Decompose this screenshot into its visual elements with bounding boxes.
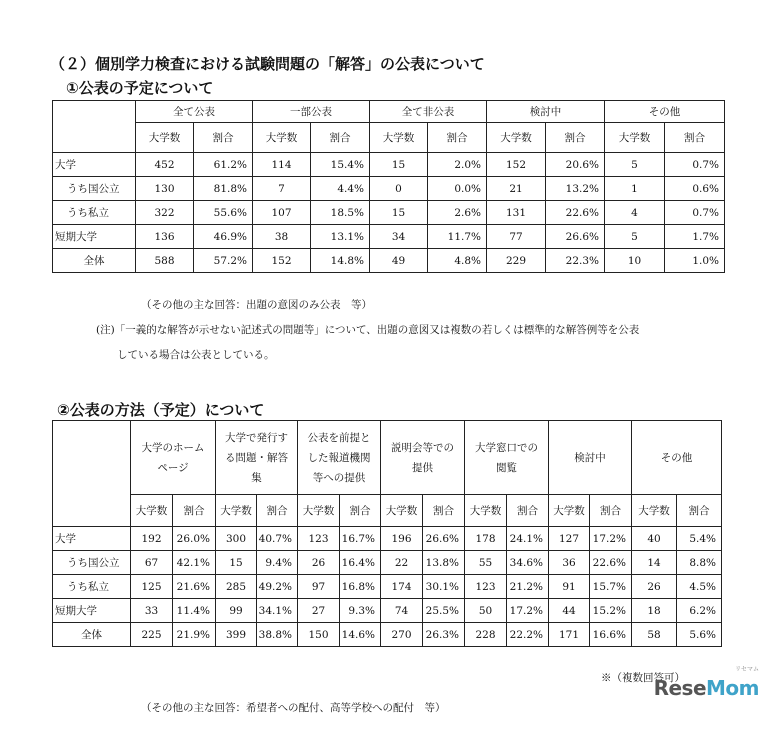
cell-count: 15 xyxy=(370,201,428,225)
cell-count: 14 xyxy=(632,551,677,575)
cell-pct: 21.9% xyxy=(173,623,216,647)
cell-count: 171 xyxy=(549,623,590,647)
cell-count: 228 xyxy=(465,623,507,647)
group-header xyxy=(298,421,381,495)
section2-multi-note: ※（複数回答可） xyxy=(601,672,685,684)
table-row xyxy=(53,225,725,249)
cell-count: 44 xyxy=(549,599,590,623)
cell-count: 10 xyxy=(605,249,665,273)
group-header-line: 説明会等での xyxy=(391,441,454,454)
cell-count: 91 xyxy=(549,575,590,599)
cell-pct: 26.0% xyxy=(173,527,216,551)
cell-pct: 0.7% xyxy=(665,153,725,177)
cell-count: 4 xyxy=(605,201,665,225)
group-header: 一部公表 xyxy=(253,101,370,123)
subheader-pct: 割合 xyxy=(194,123,253,153)
group-header-line: 提供 xyxy=(412,461,433,474)
table-publication-plan xyxy=(52,100,725,273)
section2-other-note: （その他の主な回答：希望者への配付、高等学校への配付 等） xyxy=(141,702,446,714)
cell-pct: 9.4% xyxy=(257,551,298,575)
cell-pct: 81.8% xyxy=(194,177,253,201)
cell-pct: 22.6% xyxy=(546,201,605,225)
logo-subtext: リセマム xyxy=(735,666,759,673)
cell-pct: 38.8% xyxy=(257,623,298,647)
group-header: 全て非公表 xyxy=(370,101,487,123)
cell-pct: 15.7% xyxy=(590,575,632,599)
cell-count: 123 xyxy=(465,575,507,599)
group-header xyxy=(632,421,722,495)
cell-count: 15 xyxy=(370,153,428,177)
subheader-pct: 割合 xyxy=(257,495,298,527)
cell-count: 22 xyxy=(381,551,423,575)
section1-footnote-line1: (注)「一義的な解答が示せない記述式の問題等」について、出題の意図又は複数の若しくは標準的な解答例等を公表 xyxy=(96,324,640,336)
table-row xyxy=(53,527,722,551)
subheader-count: 大学数 xyxy=(465,495,507,527)
cell-count: 174 xyxy=(381,575,423,599)
table-row xyxy=(53,153,725,177)
header-row xyxy=(53,101,725,123)
subheader-count: 大学数 xyxy=(381,495,423,527)
group-header-line: 検討中 xyxy=(574,451,606,464)
cell-count: 399 xyxy=(216,623,257,647)
group-header-line: 大学で発行す xyxy=(225,431,288,444)
cell-pct: 55.6% xyxy=(194,201,253,225)
cell-pct: 49.2% xyxy=(257,575,298,599)
cell-pct: 21.6% xyxy=(173,575,216,599)
cell-pct: 34.6% xyxy=(507,551,549,575)
group-header: その他 xyxy=(605,101,725,123)
cell-pct: 0.7% xyxy=(665,201,725,225)
group-header: 検討中 xyxy=(487,101,605,123)
table-publication-method xyxy=(52,420,722,647)
row-label: 短期大学 xyxy=(53,225,136,249)
group-header-line: その他 xyxy=(660,451,693,464)
subheader-pct: 割合 xyxy=(340,495,381,527)
cell-count: 34 xyxy=(370,225,428,249)
cell-pct: 11.4% xyxy=(173,599,216,623)
cell-count: 33 xyxy=(131,599,173,623)
cell-count: 125 xyxy=(131,575,173,599)
row-label: 大学 xyxy=(53,527,131,551)
cell-count: 26 xyxy=(632,575,677,599)
cell-count: 49 xyxy=(370,249,428,273)
cell-count: 97 xyxy=(298,575,340,599)
subheader-count: 大学数 xyxy=(298,495,340,527)
subheader-pct: 割合 xyxy=(665,123,725,153)
row-label: うち私立 xyxy=(53,575,131,599)
row-label: 短期大学 xyxy=(53,599,131,623)
cell-pct: 26.6% xyxy=(546,225,605,249)
section1-footnote-line2: している場合は公表としている。 xyxy=(117,349,275,361)
cell-count: 67 xyxy=(131,551,173,575)
cell-pct: 17.2% xyxy=(507,599,549,623)
group-header-line: 閲覧 xyxy=(496,461,517,474)
cell-count: 588 xyxy=(136,249,194,273)
cell-pct: 1.0% xyxy=(665,249,725,273)
subheader-count: 大学数 xyxy=(253,123,311,153)
cell-pct: 6.2% xyxy=(677,599,722,623)
cell-pct: 18.5% xyxy=(311,201,370,225)
table-row xyxy=(53,201,725,225)
cell-count: 55 xyxy=(465,551,507,575)
cell-count: 27 xyxy=(298,599,340,623)
subheader-pct: 割合 xyxy=(590,495,632,527)
document-title: （２）個別学力検査における試験問題の「解答」の公表について xyxy=(50,55,485,73)
row-label: うち私立 xyxy=(53,201,136,225)
cell-pct: 5.6% xyxy=(677,623,722,647)
cell-count: 152 xyxy=(253,249,311,273)
cell-pct: 4.5% xyxy=(677,575,722,599)
table-row xyxy=(53,551,722,575)
subheader-count: 大学数 xyxy=(370,123,428,153)
subheader-pct: 割合 xyxy=(173,495,216,527)
cell-count: 7 xyxy=(253,177,311,201)
cell-pct: 61.2% xyxy=(194,153,253,177)
group-header xyxy=(131,421,216,495)
cell-count: 36 xyxy=(549,551,590,575)
cell-pct: 2.6% xyxy=(428,201,487,225)
cell-pct: 0.6% xyxy=(665,177,725,201)
group-header xyxy=(216,421,298,495)
cell-pct: 14.8% xyxy=(311,249,370,273)
group-header-line: る問題・解答 xyxy=(225,451,288,464)
cell-pct: 4.4% xyxy=(311,177,370,201)
table-row xyxy=(53,177,725,201)
group-header-line: ページ xyxy=(157,461,189,474)
row-label: うち国公立 xyxy=(53,551,131,575)
cell-pct: 13.1% xyxy=(311,225,370,249)
group-header: 全て公表 xyxy=(136,101,253,123)
section1-other-note: （その他の主な回答：出題の意図のみ公表 等） xyxy=(141,299,372,311)
cell-count: 127 xyxy=(549,527,590,551)
table-row xyxy=(53,623,722,647)
subheader-count: 大学数 xyxy=(131,495,173,527)
cell-pct: 8.8% xyxy=(677,551,722,575)
cell-count: 58 xyxy=(632,623,677,647)
cell-count: 130 xyxy=(136,177,194,201)
cell-pct: 42.1% xyxy=(173,551,216,575)
resemom-logo xyxy=(654,676,759,700)
row-label: 全体 xyxy=(53,623,131,647)
group-header-line: 集 xyxy=(251,471,262,484)
cell-count: 0 xyxy=(370,177,428,201)
cell-pct: 4.8% xyxy=(428,249,487,273)
cell-count: 285 xyxy=(216,575,257,599)
cell-count: 452 xyxy=(136,153,194,177)
cell-count: 40 xyxy=(632,527,677,551)
cell-count: 270 xyxy=(381,623,423,647)
cell-count: 114 xyxy=(253,153,311,177)
table-row xyxy=(53,249,725,273)
cell-count: 77 xyxy=(487,225,546,249)
cell-count: 123 xyxy=(298,527,340,551)
group-header xyxy=(549,421,632,495)
subheader-pct: 割合 xyxy=(428,123,487,153)
cell-count: 178 xyxy=(465,527,507,551)
cell-count: 18 xyxy=(632,599,677,623)
cell-pct: 16.8% xyxy=(340,575,381,599)
cell-count: 322 xyxy=(136,201,194,225)
group-header-line: 大学窓口での xyxy=(475,441,538,454)
row-label: 全体 xyxy=(53,249,136,273)
row-label: 大学 xyxy=(53,153,136,177)
logo-text-b: Mom xyxy=(706,676,759,700)
cell-count: 38 xyxy=(253,225,311,249)
cell-pct: 16.6% xyxy=(590,623,632,647)
subheader-row xyxy=(53,495,722,527)
cell-count: 152 xyxy=(487,153,546,177)
cell-pct: 25.5% xyxy=(423,599,465,623)
cell-pct: 15.4% xyxy=(311,153,370,177)
cell-count: 74 xyxy=(381,599,423,623)
cell-pct: 9.3% xyxy=(340,599,381,623)
cell-count: 225 xyxy=(131,623,173,647)
cell-pct: 14.6% xyxy=(340,623,381,647)
cell-pct: 22.6% xyxy=(590,551,632,575)
subheader-pct: 割合 xyxy=(677,495,722,527)
cell-count: 26 xyxy=(298,551,340,575)
cell-pct: 13.2% xyxy=(546,177,605,201)
subheader-pct: 割合 xyxy=(546,123,605,153)
cell-count: 300 xyxy=(216,527,257,551)
subheader-pct: 割合 xyxy=(311,123,370,153)
cell-pct: 34.1% xyxy=(257,599,298,623)
group-header xyxy=(465,421,549,495)
group-header-line: 大学のホーム xyxy=(141,441,205,454)
cell-pct: 21.2% xyxy=(507,575,549,599)
cell-pct: 20.6% xyxy=(546,153,605,177)
cell-pct: 1.7% xyxy=(665,225,725,249)
subheader-count: 大学数 xyxy=(632,495,677,527)
corner-cell xyxy=(53,421,131,527)
cell-pct: 15.2% xyxy=(590,599,632,623)
cell-count: 1 xyxy=(605,177,665,201)
table-row xyxy=(53,575,722,599)
cell-pct: 11.7% xyxy=(428,225,487,249)
cell-pct: 22.3% xyxy=(546,249,605,273)
header-row xyxy=(53,421,722,495)
cell-count: 15 xyxy=(216,551,257,575)
subheader-row xyxy=(53,123,725,153)
cell-count: 229 xyxy=(487,249,546,273)
cell-count: 107 xyxy=(253,201,311,225)
cell-pct: 17.2% xyxy=(590,527,632,551)
subheader-count: 大学数 xyxy=(136,123,194,153)
section2-heading: ②公表の方法（予定）について xyxy=(57,401,265,419)
cell-count: 136 xyxy=(136,225,194,249)
cell-pct: 40.7% xyxy=(257,527,298,551)
cell-pct: 30.1% xyxy=(423,575,465,599)
cell-count: 99 xyxy=(216,599,257,623)
cell-pct: 22.2% xyxy=(507,623,549,647)
row-label: うち国公立 xyxy=(53,177,136,201)
cell-pct: 5.4% xyxy=(677,527,722,551)
table-row xyxy=(53,599,722,623)
subheader-count: 大学数 xyxy=(216,495,257,527)
cell-pct: 16.7% xyxy=(340,527,381,551)
cell-pct: 0.0% xyxy=(428,177,487,201)
cell-count: 5 xyxy=(605,153,665,177)
logo-text-a: Rese xyxy=(653,676,707,700)
cell-pct: 13.8% xyxy=(423,551,465,575)
subheader-count: 大学数 xyxy=(487,123,546,153)
subheader-count: 大学数 xyxy=(549,495,590,527)
cell-pct: 57.2% xyxy=(194,249,253,273)
cell-count: 21 xyxy=(487,177,546,201)
cell-pct: 26.3% xyxy=(423,623,465,647)
cell-count: 196 xyxy=(381,527,423,551)
cell-pct: 24.1% xyxy=(507,527,549,551)
cell-pct: 26.6% xyxy=(423,527,465,551)
group-header-line: 公表を前提と xyxy=(307,431,371,444)
cell-pct: 46.9% xyxy=(194,225,253,249)
group-header xyxy=(381,421,465,495)
cell-count: 50 xyxy=(465,599,507,623)
cell-count: 5 xyxy=(605,225,665,249)
corner-cell xyxy=(53,101,136,153)
cell-count: 150 xyxy=(298,623,340,647)
cell-count: 131 xyxy=(487,201,546,225)
cell-pct: 2.0% xyxy=(428,153,487,177)
subheader-pct: 割合 xyxy=(507,495,549,527)
subheader-count: 大学数 xyxy=(605,123,665,153)
group-header-line: した報道機関 xyxy=(307,451,371,464)
cell-pct: 16.4% xyxy=(340,551,381,575)
group-header-line: 等への提供 xyxy=(312,471,366,484)
subheader-pct: 割合 xyxy=(423,495,465,527)
cell-count: 192 xyxy=(131,527,173,551)
section1-heading: ①公表の予定について xyxy=(66,79,214,97)
